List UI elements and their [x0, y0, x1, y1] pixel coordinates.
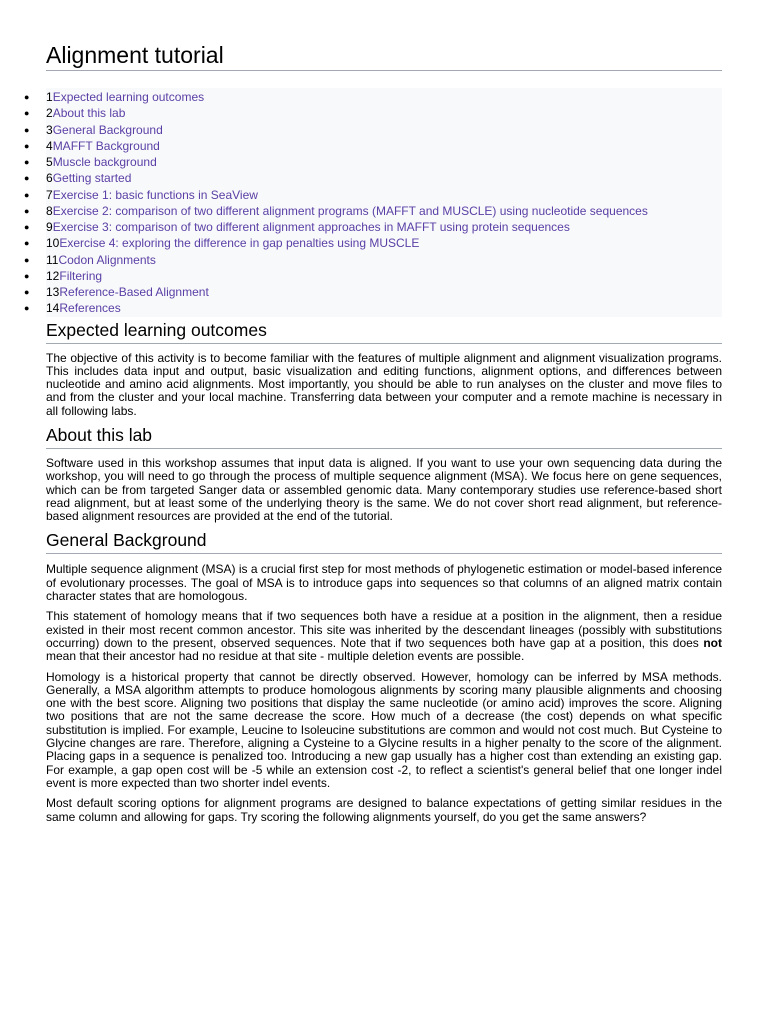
toc-number: 3 — [46, 122, 53, 137]
toc-item — [24, 138, 722, 154]
toc-number: 14 — [46, 301, 60, 316]
toc-item — [24, 284, 722, 300]
section-heading: Expected learning outcomes — [46, 319, 722, 344]
paragraph: The objective of this activity is to become familiar with the features of multiple alignment and alignment visualization programs. This includes data input and output, basic visualization and editing functions, alignment options, and differences between nucleotide and amino acid alignments. Most importantly, you should be able to run analyses on the cluster and move files to and from the cluster and your local machine. Transferring data between your computer and a remote machine is necessary in all following labs. — [46, 350, 722, 418]
toc-number: 7 — [46, 187, 53, 202]
text-segment: This statement of homology means that if two sequences both have a residue at a position in the alignment, then a residue existed in their most recent common ancestor. This site was inherited by the descendant lineages (possibly with substitutions occurring) down to the present, observed sequences. Note that if two sequences both have gap at a position, this does — [46, 609, 722, 650]
toc-link[interactable]: Exercise 3: comparison of two different alignment approaches in MAFFT using protein sequences — [52, 220, 570, 234]
toc-item — [24, 235, 722, 251]
toc-link[interactable]: About this lab — [52, 106, 126, 121]
toc-item — [24, 203, 722, 219]
toc-item — [24, 89, 722, 105]
bold-text: not — [703, 635, 722, 650]
toc-item — [24, 154, 722, 170]
text-segment: mean that their ancestor had no residue at that site - multiple deletion events are possible. — [46, 649, 525, 664]
toc-item — [24, 300, 722, 316]
bullet-icon: ● — [24, 287, 30, 297]
bullet-icon: ● — [24, 270, 30, 281]
bullet-icon: ● — [24, 189, 30, 200]
toc-link[interactable]: Expected learning outcomes — [52, 90, 205, 104]
toc-link[interactable]: Codon Alignments — [58, 252, 156, 267]
toc-link[interactable]: Exercise 2: comparison of two different alignment programs (MAFFT and MUSCLE) using nucleotide sequences — [52, 203, 648, 218]
section-heading: About this lab — [46, 424, 722, 449]
toc-link[interactable]: Muscle background — [52, 155, 157, 169]
paragraph: Multiple sequence alignment (MSA) is a crucial first step for most methods of phylogenetic estimation or model-based inference of evolutionary processes. The goal of MSA is to introduce gaps into sequences so that columns of an aligned matrix contain character states that are homologous. — [46, 562, 722, 604]
toc-item — [24, 268, 722, 284]
toc-number: 6 — [46, 171, 53, 186]
bullet-icon: ● — [24, 238, 30, 249]
document-page — [24, 0, 722, 824]
toc-item — [24, 219, 722, 235]
toc-number: 8 — [46, 203, 53, 218]
toc-link[interactable]: References — [59, 301, 121, 316]
toc-item — [24, 187, 722, 203]
toc-link[interactable]: Filtering — [59, 268, 103, 283]
toc-link[interactable]: General Background — [52, 122, 163, 137]
paragraph — [46, 610, 722, 663]
bullet-icon: ● — [24, 173, 30, 184]
toc-number: 10 — [46, 236, 60, 251]
bullet-icon: ● — [24, 92, 30, 102]
toc-number: 9 — [46, 220, 53, 234]
toc-link[interactable]: Getting started — [52, 171, 132, 186]
toc-link[interactable]: Reference-Based Alignment — [59, 285, 209, 299]
toc-item — [24, 105, 722, 121]
toc-link[interactable]: MAFFT Background — [52, 138, 160, 153]
toc-number: 11 — [46, 252, 59, 267]
bullet-icon: ● — [24, 108, 30, 119]
toc-number: 5 — [46, 155, 53, 169]
toc-number: 12 — [46, 268, 60, 283]
paragraph: Most default scoring options for alignment programs are designed to balance expectations of getting similar residues in the same column and allowing for gaps. Try scoring the following alignments yourself, do you get the same answers? — [46, 796, 722, 824]
bullet-icon: ● — [24, 254, 30, 265]
paragraph: Software used in this workshop assumes that input data is aligned. If you want to use your own sequencing data during the workshop, you will need to go through the process of multiple sequence alignment (MSA). We focus here on gene sequences, which can be from targeted Sanger data or assembled genomic data. Many contemporary studies use reference-based short read alignment, but at least some of the underlying theory is the same. We do not cover short read alignment, but reference-based alignment resources are provided at the end of the tutorial. — [46, 455, 722, 524]
bullet-icon: ● — [24, 222, 30, 232]
toc-number: 1 — [46, 90, 53, 104]
toc-item — [24, 252, 722, 268]
toc-number: 4 — [46, 138, 53, 153]
bullet-icon: ● — [24, 157, 30, 167]
table-of-contents — [24, 88, 722, 317]
toc-item — [24, 122, 722, 138]
section-expected-learning-outcomes — [46, 319, 722, 418]
toc-link[interactable]: Exercise 4: exploring the difference in gap penalties using MUSCLE — [59, 236, 420, 251]
toc-link[interactable]: Exercise 1: basic functions in SeaView — [52, 187, 258, 202]
bullet-icon: ● — [24, 205, 30, 216]
toc-number: 13 — [46, 285, 60, 299]
toc-item — [24, 170, 722, 186]
toc-number: 2 — [46, 106, 53, 121]
bullet-icon: ● — [24, 303, 30, 314]
paragraph: Homology is a historical property that cannot be directly observed. However, homology can be inferred by MSA methods. Generally, a MSA algorithm attempts to produce homologous alignments by scoring many plausible alignments and choosing one with the best score. Aligning two positions that display the same nucleotide (or amino acid) improves the score. Aligning two positions that are not the same decrease the score. How much of a decrease (the cost) depends on what specific substitution is implied. For example, Leucine to Isoleucine substitutions are common and would not cost much. But Cysteine to Glycine changes are rare. Therefore, aligning a Cysteine to a Glycine results in a higher penalty to the score of the alignment. Placing gaps in a sequence is penalized too. Introducing a new gap usually has a higher cost than extending an existing gap. For example, a gap open cost will be -5 while an extension cost -2, to reflect a scientist's general belief that one longer indel event is more expected than two shorter indel events. — [46, 669, 722, 790]
page-title: Alignment tutorial — [46, 41, 722, 71]
section-general-background — [46, 529, 722, 823]
bullet-icon: ● — [24, 124, 30, 135]
bullet-icon: ● — [24, 140, 30, 151]
section-about-this-lab — [46, 424, 722, 523]
section-heading: General Background — [46, 529, 722, 554]
